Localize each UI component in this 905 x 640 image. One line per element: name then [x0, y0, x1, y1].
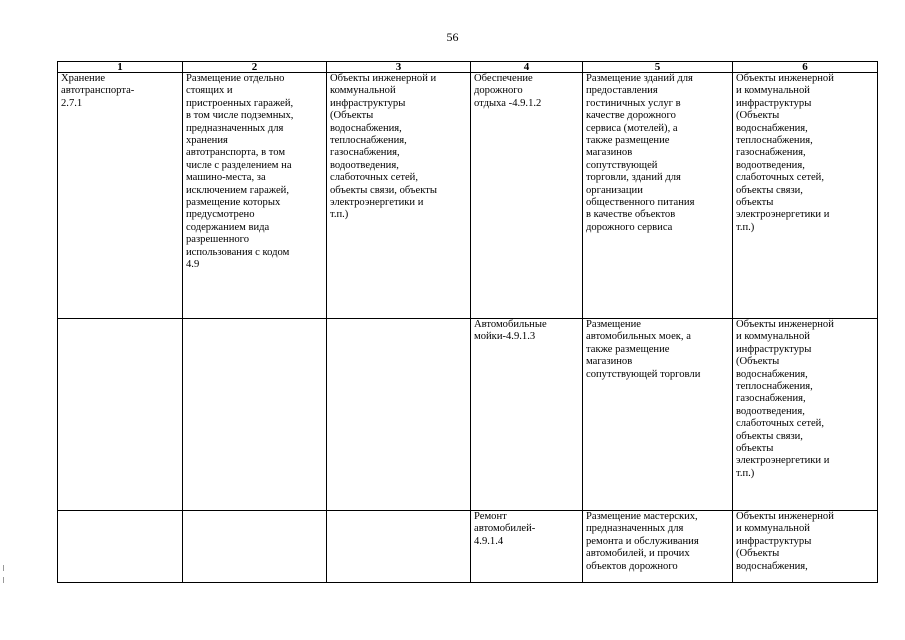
table-header-row [58, 62, 878, 73]
table-cell: Размещение зданий для предоставления гостиничных услуг в качестве дорожного сервиса (мотелей), а также размещение магазинов сопутствующей торговли, зданий для организации общественного питания в качестве объектов дорожного сервиса [583, 73, 733, 319]
column-header: 3 [327, 62, 471, 73]
table-cell: Ремонт автомобилей- 4.9.1.4 [471, 511, 583, 583]
column-header: 5 [583, 62, 733, 73]
land-use-table [57, 61, 878, 583]
table-cell [58, 319, 183, 511]
table-cell [183, 319, 327, 511]
page-number: 56 [446, 30, 459, 44]
table-cell: Объекты инженерной и коммунальной инфраструктуры (Объекты водоснабжения, теплоснабжения, газоснабжения, водоотведения, слаботочных сетей, объекты связи, объекты электроэнергетики и т.п.) [733, 73, 878, 319]
table-cell: Объекты инженерной и коммунальной инфраструктуры (Объекты водоснабжения, теплоснабжения, газоснабжения, водоотведения, слаботочных сетей, объекты связи, объекты электроэнергетики и т.п.) [327, 73, 471, 319]
table-cell [327, 319, 471, 511]
table-cell: Размещение отдельно стоящих и пристроенных гаражей, в том числе подземных, предназначенных для хранения автотранспорта, в том числе с разделением на машино-места, за исключением гаражей, размещение которых предусмотрено содержанием вида разрешенного использования с кодом 4.9 [183, 73, 327, 319]
table-cell: Обеспечение дорожного отдыха -4.9.1.2 [471, 73, 583, 319]
table-cell: Размещение мастерских, предназначенных для ремонта и обслуживания автомобилей, и прочих объектов дорожного [583, 511, 733, 583]
column-header: 4 [471, 62, 583, 73]
table-cell: Объекты инженерной и коммунальной инфраструктуры (Объекты водоснабжения, [733, 511, 878, 583]
scan-edge-mark [3, 577, 4, 583]
scan-edge-mark [3, 565, 4, 571]
table-cell: Объекты инженерной и коммунальной инфраструктуры (Объекты водоснабжения, теплоснабжения, газоснабжения, водоотведения, слаботочных сетей, объекты связи, объекты электроэнергетики и т.п.) [733, 319, 878, 511]
column-header: 2 [183, 62, 327, 73]
table-cell: Размещение автомобильных моек, а также размещение магазинов сопутствующей торговли [583, 319, 733, 511]
column-header: 6 [733, 62, 878, 73]
table-cell [183, 511, 327, 583]
table-row [58, 511, 878, 583]
table-cell [327, 511, 471, 583]
table-cell: Автомобильные мойки-4.9.1.3 [471, 319, 583, 511]
table-row [58, 73, 878, 319]
table-cell: Хранение автотранспорта- 2.7.1 [58, 73, 183, 319]
table-row [58, 319, 878, 511]
column-header: 1 [58, 62, 183, 73]
table-cell [58, 511, 183, 583]
